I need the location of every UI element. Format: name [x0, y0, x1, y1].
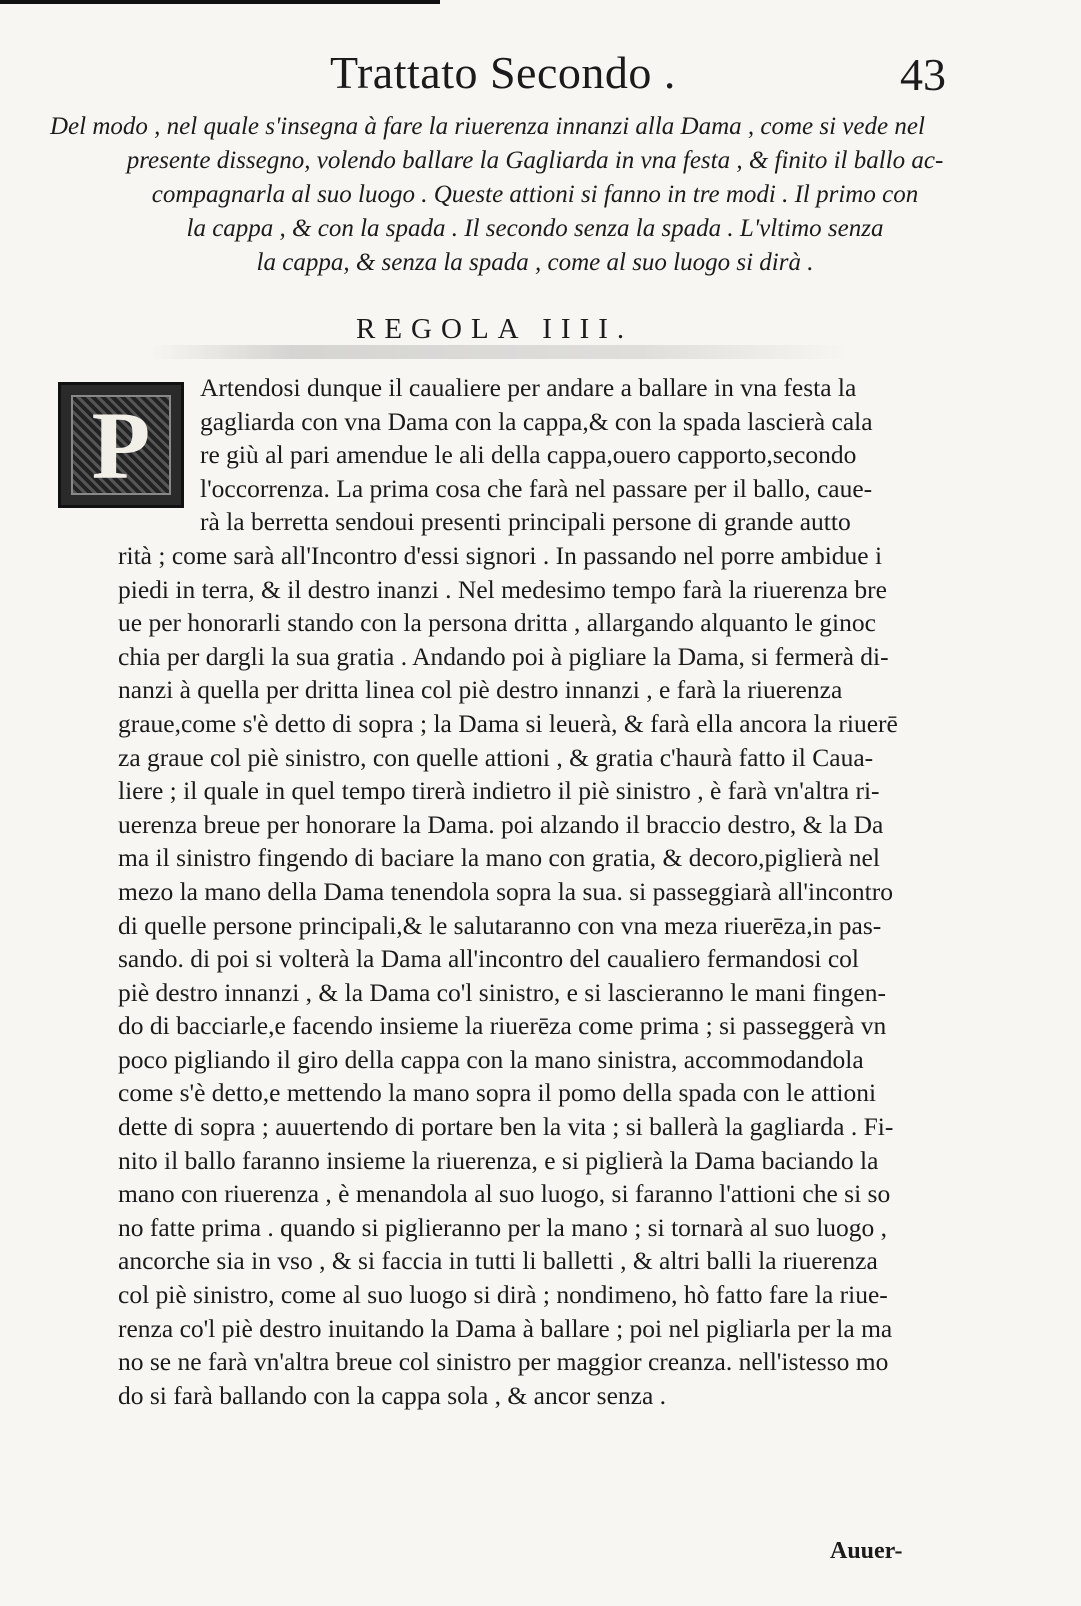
body-line: do si farà ballando con la cappa sola , & ancor senza . [118, 1380, 667, 1410]
body-line: mezo la mano della Dama tenendola sopra la sua. si passeggiarà all'incontro [118, 876, 893, 906]
body-line: za graue col piè sinistro, con quelle attioni , & gratia c'haurà fatto il Caua- [118, 742, 874, 772]
body-line: uerenza breue per honorare la Dama. poi alzando il braccio destro, & la Da [118, 809, 884, 839]
body-line: sando. di poi si volterà la Dama all'incontro del caualiero fermandosi col [118, 944, 860, 974]
intro-line: Del modo , nel quale s'insegna à fare la riuerenza innanzi alla Dama , come si vede nel [50, 113, 925, 140]
body-line: mano con riuerenza , è menandola al suo luogo, si faranno l'attioni che si so [118, 1179, 891, 1209]
body-line: no fatte prima . quando si piglieranno per la mano ; si tornarà al suo luogo , [118, 1212, 888, 1242]
chapter-intro [50, 110, 1020, 280]
body-line: di quelle persone principali,& le salutaranno con vna meza riuerēza,in pas- [118, 910, 882, 940]
body-line: nito il ballo faranno insieme la riuerenza, e si piglierà la Dama baciando la [118, 1145, 879, 1175]
catchword: Auuer- [830, 1538, 903, 1564]
body-line: piedi in terra, & il destro inanzi . Nel medesimo tempo farà la riuerenza bre [118, 574, 887, 604]
body-line: ue per honorarli stando con la persona dritta , allargando alquanto le ginoc [118, 608, 876, 638]
body-line: graue,come s'è detto di sopra ; la Dama si leuerà, & farà ella ancora la riuerē [118, 708, 898, 738]
body-line: rità ; come sarà all'Incontro d'essi signori . In passando nel porre ambidue i [118, 540, 883, 570]
body-line: Artendosi dunque il caualiere per andare a ballare in vna festa la [200, 373, 857, 402]
intro-line: presente dissegno, volendo ballare la Gagliarda in vna festa , & finito il ballo ac- [126, 147, 944, 174]
ink-smudge [150, 345, 850, 359]
intro-line: compagnarla al suo luogo . Queste attioni si fanno in tre modi . Il primo con [151, 181, 919, 208]
body-line: renza co'l piè destro inuitando la Dama à ballare ; poi nel pigliarla per la ma [118, 1313, 893, 1343]
running-title: Trattato Secondo . [330, 47, 676, 98]
page-number: 43 [900, 49, 946, 100]
body-line: piè destro innanzi , & la Dama co'l sinistro, e si lascieranno le mani fingen- [118, 977, 886, 1007]
body-line: come s'è detto,e mettendo la mano sopra il pomo della spada con le attioni [118, 1078, 877, 1108]
body-line: nanzi à quella per dritta linea col piè destro innanzi , e farà la riuerenza [118, 675, 843, 705]
top-rule [0, 0, 440, 4]
initial-letter: P [91, 391, 151, 499]
page-header [0, 46, 1081, 106]
body-line: l'occorrenza. La prima cosa che farà nel passare per il ballo, caue- [200, 473, 873, 503]
body-line: rà la berretta sendoui presenti principali persone di grande autto [200, 507, 851, 537]
intro-line: la cappa, & senza la spada , come al suo luogo si dirà . [256, 249, 814, 276]
intro-line: la cappa , & con la spada . Il secondo senza la spada . L'vltimo senza [186, 215, 884, 242]
body-line: no se ne farà vn'altra breue col sinistro per maggior creanza. nell'istesso mo [118, 1347, 889, 1377]
body-line: poco pigliando il giro della cappa con la mano sinistra, accommodandola [118, 1044, 864, 1074]
body-line: ma il sinistro fingendo di baciare la mano con gratia, & decoro,piglierà nel [118, 843, 880, 873]
body-line: dette di sopra ; auuertendo di portare ben la vita ; si ballerà la gagliarda . Fi- [118, 1112, 894, 1142]
body-line: re giù al pari amendue le ali della cappa,ouero capporto,secondo [200, 440, 857, 470]
body-text [118, 371, 958, 1412]
body-line: do di bacciarle,e facendo insieme la riuerēza come prima ; si passeggerà vn [118, 1011, 887, 1041]
body-line: liere ; il quale in quel tempo tirerà indietro il piè sinistro , è farà vn'altra ri- [118, 776, 880, 806]
rule-heading: REGOLA IIII. [356, 313, 634, 345]
body-line: chia per dargli la sua gratia . Andando poi à pigliare la Dama, si fermerà di- [118, 641, 889, 671]
body-line: ancorche sia in vso , & si faccia in tutti li balletti , & altri balli la riuerenza [118, 1246, 878, 1276]
body-line: gagliarda con vna Dama con la cappa,& con la spada lascierà cala [200, 406, 873, 436]
body-line: col piè sinistro, come al suo luogo si dirà ; nondimeno, hò fatto fare la riue- [118, 1280, 888, 1310]
